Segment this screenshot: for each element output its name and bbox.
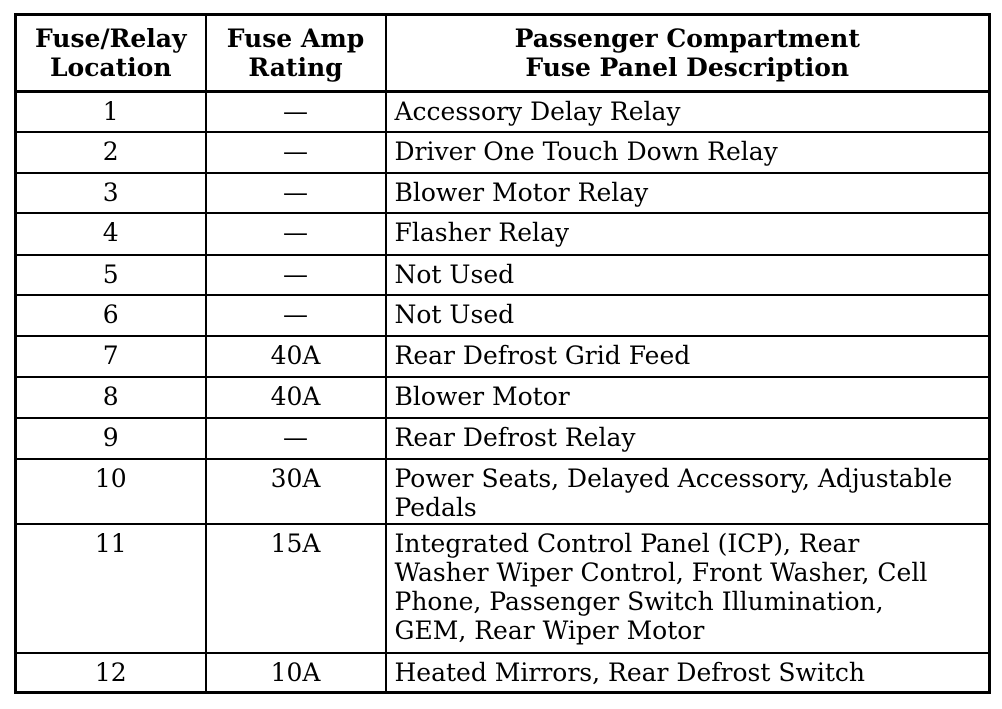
table-row (16, 213, 990, 255)
header-description (386, 15, 990, 92)
table-row (16, 132, 990, 173)
header-description-line-1: Passenger Compartment (514, 24, 860, 53)
cell-description (386, 377, 990, 418)
cell-description (386, 255, 990, 296)
header-location-line-1: Fuse/Relay (34, 24, 187, 53)
description-line: Integrated Control Panel (ICP), Rear (394, 529, 860, 559)
table-body (16, 92, 990, 693)
description-line: Not Used (394, 300, 515, 330)
cell-amp-rating: — (206, 295, 386, 336)
description-line: Blower Motor Relay (394, 177, 649, 207)
header-location-line-2: Location (49, 53, 172, 82)
cell-amp-rating: — (206, 92, 386, 133)
table-row (16, 524, 990, 653)
cell-description (386, 653, 990, 693)
description-line: Heated Mirrors, Rear Defrost Switch (394, 657, 866, 687)
cell-amp-rating: — (206, 255, 386, 296)
table-row (16, 295, 990, 336)
table-row (16, 336, 990, 378)
description-line: Power Seats, Delayed Accessory, Adjustable (394, 464, 953, 494)
cell-location: 1 (16, 92, 206, 133)
cell-description (386, 132, 990, 173)
description-line: Flasher Relay (394, 218, 570, 248)
cell-amp-rating: — (206, 213, 386, 255)
description-line: Washer Wiper Control, Front Washer, Cell (394, 558, 928, 588)
cell-description (386, 173, 990, 214)
table-row (16, 377, 990, 418)
cell-location: 3 (16, 173, 206, 214)
cell-description (386, 213, 990, 255)
fuse-panel-table (14, 13, 991, 694)
description-line: Blower Motor (394, 382, 570, 412)
table-row (16, 255, 990, 296)
cell-amp-rating: — (206, 418, 386, 460)
cell-description (386, 295, 990, 336)
cell-description (386, 524, 990, 653)
table-row (16, 653, 990, 693)
description-line: Driver One Touch Down Relay (394, 137, 778, 167)
description-line: GEM, Rear Wiper Motor (394, 616, 705, 646)
header-row (16, 15, 990, 92)
cell-description (386, 418, 990, 460)
header-description-line-2: Fuse Panel Description (525, 53, 850, 82)
cell-amp-rating: 15A (206, 524, 386, 653)
cell-location: 9 (16, 418, 206, 460)
cell-location: 8 (16, 377, 206, 418)
cell-location: 5 (16, 255, 206, 296)
table-row (16, 418, 990, 460)
cell-location: 12 (16, 653, 206, 693)
cell-location: 10 (16, 459, 206, 524)
cell-amp-rating: 40A (206, 336, 386, 378)
cell-location: 2 (16, 132, 206, 173)
cell-amp-rating: — (206, 132, 386, 173)
cell-description (386, 92, 990, 133)
table-row (16, 173, 990, 214)
table-row (16, 459, 990, 524)
header-amp-line-1: Fuse Amp (226, 24, 365, 53)
cell-description (386, 459, 990, 524)
description-line: Not Used (394, 259, 515, 289)
header-amp-line-2: Rating (248, 53, 343, 82)
cell-amp-rating: — (206, 173, 386, 214)
cell-location: 11 (16, 524, 206, 653)
description-line: Pedals (394, 493, 477, 523)
header-location (16, 15, 206, 92)
cell-location: 7 (16, 336, 206, 378)
cell-amp-rating: 40A (206, 377, 386, 418)
description-line: Accessory Delay Relay (394, 97, 681, 126)
header-amp-rating (206, 15, 386, 92)
cell-amp-rating: 10A (206, 653, 386, 693)
cell-location: 4 (16, 213, 206, 255)
cell-amp-rating: 30A (206, 459, 386, 524)
description-line: Rear Defrost Grid Feed (394, 340, 691, 370)
table-header (16, 15, 990, 92)
description-line: Rear Defrost Relay (394, 422, 636, 452)
cell-description (386, 336, 990, 378)
cell-location: 6 (16, 295, 206, 336)
table-row (16, 92, 990, 133)
description-line: Phone, Passenger Switch Illumination, (394, 587, 884, 617)
